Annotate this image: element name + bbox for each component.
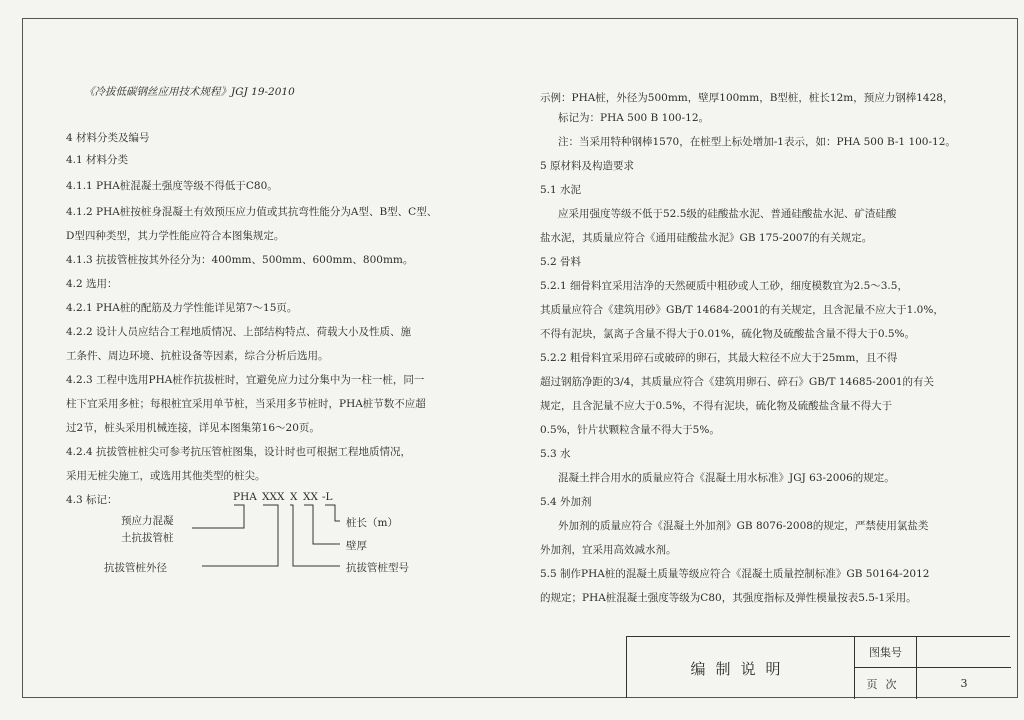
label-prestressed-line2: 土抗拔管桩 (121, 532, 174, 544)
example-line1: 示例：PHA桩，外径为500mm，壁厚100mm，B型桩，桩长12m，预应力钢棒1428， (540, 92, 954, 104)
note-line: 注：当采用特种钢棒1570，在桩型上标处增加-1表示，如：PHA 500 B-1 100-12。 (558, 136, 956, 148)
title-block-title: 编制说明 (627, 637, 855, 699)
clause-5-5-line2: 的规定；PHA桩混凝土强度等级为C80，其强度指标及弹性模量按表5.5-1采用。 (540, 592, 917, 604)
title-block (626, 636, 1010, 698)
clause-5-2-2-line4: 0.5%，针片状颗粒含量不得大于5%。 (540, 424, 720, 436)
clause-5-2-2-line1: 5.2.2 粗骨料宜采用碎石或破碎的卵石，其最大粒径不应大于25mm，且不得 (540, 352, 898, 364)
marking-code-wall: XX (303, 491, 318, 503)
atlas-number-value (917, 637, 1011, 668)
clause-5-5-line1: 5.5 制作PHA桩的混凝土质量等级应符合《混凝土质量控制标准》GB 50164-2012 (540, 568, 930, 580)
label-wall-thickness: 壁厚 (346, 540, 367, 552)
clause-4-1-2-line2: D型四种类型，其力学性能应符合本图集规定。 (66, 230, 285, 242)
clause-5-2-1-line2: 其质量应符合《建筑用砂》GB/T 14684-2001的有关规定，且含泥量不应大于1.0%， (540, 304, 944, 316)
clause-4-2-4-line1: 4.2.4 抗拔管桩桩尖可参考抗压管桩图集，设计时也可根据工程地质情况， (66, 446, 412, 458)
label-pile-type: 抗拔管桩型号 (346, 562, 409, 574)
section-5-heading: 5 原材料及构造要求 (540, 160, 635, 172)
marking-code-pha: PHA (233, 491, 257, 503)
clause-4-1-2-line1: 4.1.2 PHA桩按桩身混凝土有效预压应力值或其抗弯性能分为A型、B型、C型、 (66, 206, 438, 218)
clause-4-2-2-line1: 4.2.2 设计人员应结合工程地质情况、上部结构特点、荷载大小及性质、施 (66, 326, 412, 338)
clause-4-2-4-line2: 采用无桩尖施工，或选用其他类型的桩尖。 (66, 470, 266, 482)
label-outer-diameter: 抗拔管桩外径 (104, 562, 167, 574)
label-pile-length: 桩长（m） (346, 517, 398, 529)
clause-4-2-2-line2: 工条件、周边环境、抗桩设备等因素，综合分析后选用。 (66, 350, 329, 362)
label-prestressed-line1: 预应力混凝 (121, 515, 174, 527)
clause-4-1-1: 4.1.1 PHA桩混凝土强度等级不得低于C80。 (66, 180, 278, 192)
section-5-1-heading: 5.1 水泥 (540, 184, 582, 196)
marking-code-type: X (290, 491, 298, 503)
clause-4-2-3-line2: 柱下宜采用多桩；每根桩宜采用单节桩，当采用多节桩时，PHA桩节数不应超 (66, 398, 426, 410)
standard-title: 《冷拔低碳钢丝应用技术规程》JGJ 19-2010 (84, 86, 295, 98)
marking-code-diameter: XXX (262, 491, 285, 503)
section-5-4-heading: 5.4 外加剂 (540, 496, 592, 508)
clause-5-2-2-line2: 超过钢筋净距的3/4，其质量应符合《建筑用卵石、碎石》GB/T 14685-2001的有关 (540, 376, 935, 388)
water-line: 混凝土拌合用水的质量应符合《混凝土用水标准》JGJ 63-2006的规定。 (558, 472, 895, 484)
page-number-value: 3 (960, 677, 968, 690)
clause-4-2-3-line1: 4.2.3 工程中选用PHA桩作抗拔桩时，宜避免应力过分集中为一柱一桩，同一 (66, 374, 425, 386)
clause-5-2-2-line3: 规定，且含泥量不应大于0.5%，不得有泥块，硫化物及硫酸盐含量不得大于 (540, 400, 893, 412)
page-number-label: 页次 (855, 668, 917, 699)
example-line2: 标记为：PHA 500 B 100-12。 (558, 112, 710, 124)
marking-code-length: -L (322, 491, 333, 503)
section-4-heading: 4 材料分类及编号 (66, 132, 150, 144)
cement-line1: 应采用强度等级不低于52.5级的硅酸盐水泥、普通硅酸盐水泥、矿渣硅酸 (558, 208, 897, 220)
section-5-3-heading: 5.3 水 (540, 448, 571, 460)
admixture-line1: 外加剂的质量应符合《混凝土外加剂》GB 8076-2008的规定，严禁使用氯盐类 (558, 520, 929, 532)
section-4-2-heading: 4.2 选用： (66, 278, 118, 290)
atlas-number-label: 图集号 (855, 637, 917, 668)
clause-5-2-1-line1: 5.2.1 细骨料宜采用洁净的天然硬质中粗砂或人工砂，细度模数宜为2.5～3.5， (540, 280, 908, 292)
section-4-3-heading: 4.3 标记： (66, 494, 118, 506)
clause-5-2-1-line3: 不得有泥块，氯离子含量不得大于0.01%，硫化物及硫酸盐含量不得大于0.5%。 (540, 328, 916, 340)
section-4-1-heading: 4.1 材料分类 (66, 154, 129, 166)
clause-4-2-1: 4.2.1 PHA桩的配筋及力学性能详见第7～15页。 (66, 302, 298, 314)
clause-4-1-3: 4.1.3 抗拔管桩按其外径分为：400mm、500mm、600mm、800mm。 (66, 254, 414, 266)
admixture-line2: 外加剂，宜采用高效减水剂。 (540, 544, 677, 556)
clause-4-2-3-line3: 过2节，桩头采用机械连接，详见本图集第16～20页。 (66, 422, 320, 434)
cement-line2: 盐水泥，其质量应符合《通用硅酸盐水泥》GB 175-2007的有关规定。 (540, 232, 873, 244)
section-5-2-heading: 5.2 骨料 (540, 256, 582, 268)
